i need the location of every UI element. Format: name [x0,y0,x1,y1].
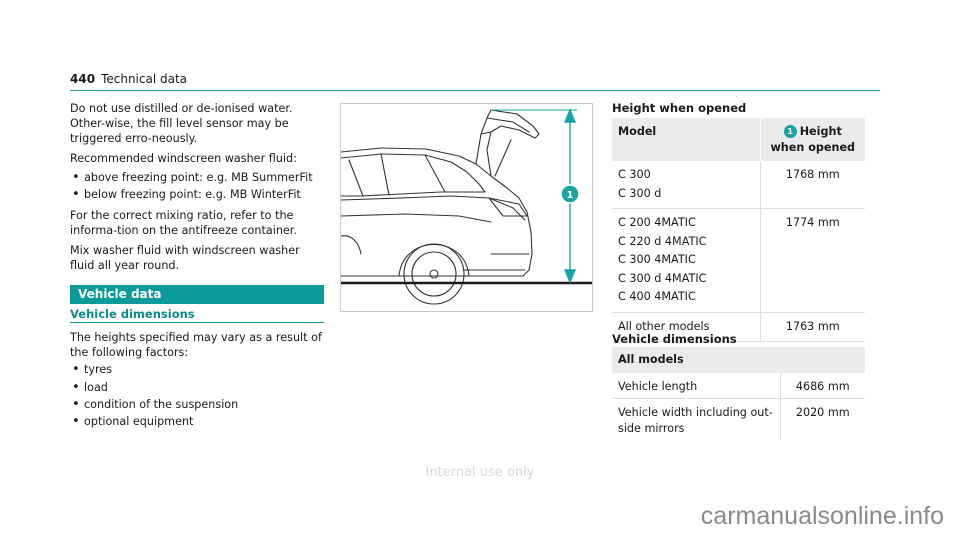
model-cell [612,161,760,209]
model-name: All other models [618,319,710,333]
model-name: C 300 d 4MATIC [618,271,707,285]
dimension-label: Vehicle length [612,373,780,399]
section-title: Technical data [101,72,188,86]
subsection-rule [70,322,324,323]
callout-1-badge: 1 [784,125,797,138]
table-header-row [612,347,865,373]
height-value: 1768 mm [760,161,865,209]
washer-fluid-text [70,101,326,277]
vehicle-dimensions-text [70,330,326,431]
list-item: • condition of the suspension [70,397,326,412]
para-mixing-ratio: For the correct mixing ratio, refer to the informa-tion on the antifreeze container. [70,209,297,238]
list-item: • optional equipment [70,414,326,429]
height-when-opened-table [612,118,865,342]
height-value: 1763 mm [760,312,865,342]
model-cell [612,209,760,313]
factor-bullet-list [70,362,326,429]
list-item: • above freezing point: e.g. MB SummerFit [70,170,326,185]
table-row [612,373,865,399]
table-header-row [612,118,865,161]
col-header-all-models: All models [612,347,865,373]
col-header-height [760,118,865,161]
list-item: • tyres [70,362,326,377]
page-header [70,72,187,86]
dimension-value: 2020 mm [780,399,865,441]
table-row [612,161,865,209]
model-name: C 300 [618,168,651,181]
col-header-height-label: Height when opened [770,125,856,154]
dims-table-title: Vehicle dimensions [612,332,737,346]
col-header-model: Model [612,118,760,161]
height-table-title: Height when opened [612,101,747,115]
page-number: 440 [70,72,96,86]
table-row [612,209,865,313]
dimension-label: Vehicle width including out-side mirrors [618,406,773,435]
callout-1-label: 1 [566,190,574,201]
section-bar-vehicle-data: Vehicle data [70,285,324,304]
para-heights-intro: The heights specified may vary as a result of the following factors: [70,331,322,360]
list-item: • below freezing point: e.g. MB WinterFit [70,187,326,202]
model-name: C 300 d [618,186,662,200]
internal-use-watermark: Internal use only [425,465,535,480]
site-watermark: carmanualsonline.info [700,502,944,530]
header-rule [70,90,880,91]
vehicle-dimensions-table [612,347,865,440]
tailgate-height-figure [340,103,593,312]
dimension-value: 4686 mm [780,373,865,399]
model-name: C 400 4MATIC [618,290,696,303]
list-item: • load [70,380,326,395]
model-name: C 300 4MATIC [618,253,696,266]
height-value: 1774 mm [760,209,865,313]
model-name: C 220 d 4MATIC [618,234,707,248]
table-row [612,399,865,441]
para-distilled-water: Do not use distilled or de-ionised water. Other-wise, the fill level sensor may be triggered erro-neously. [70,102,293,146]
model-name: C 200 4MATIC [618,216,696,229]
fluid-bullet-list [70,170,326,202]
car-rear-illustration [341,104,593,312]
subsection-title-vehicle-dimensions: Vehicle dimensions [70,307,195,321]
para-year-round: Mix washer fluid with windscreen washer fluid all year round. [70,243,300,272]
para-recommended-fluid: Recommended windscreen washer fluid: [70,151,297,165]
